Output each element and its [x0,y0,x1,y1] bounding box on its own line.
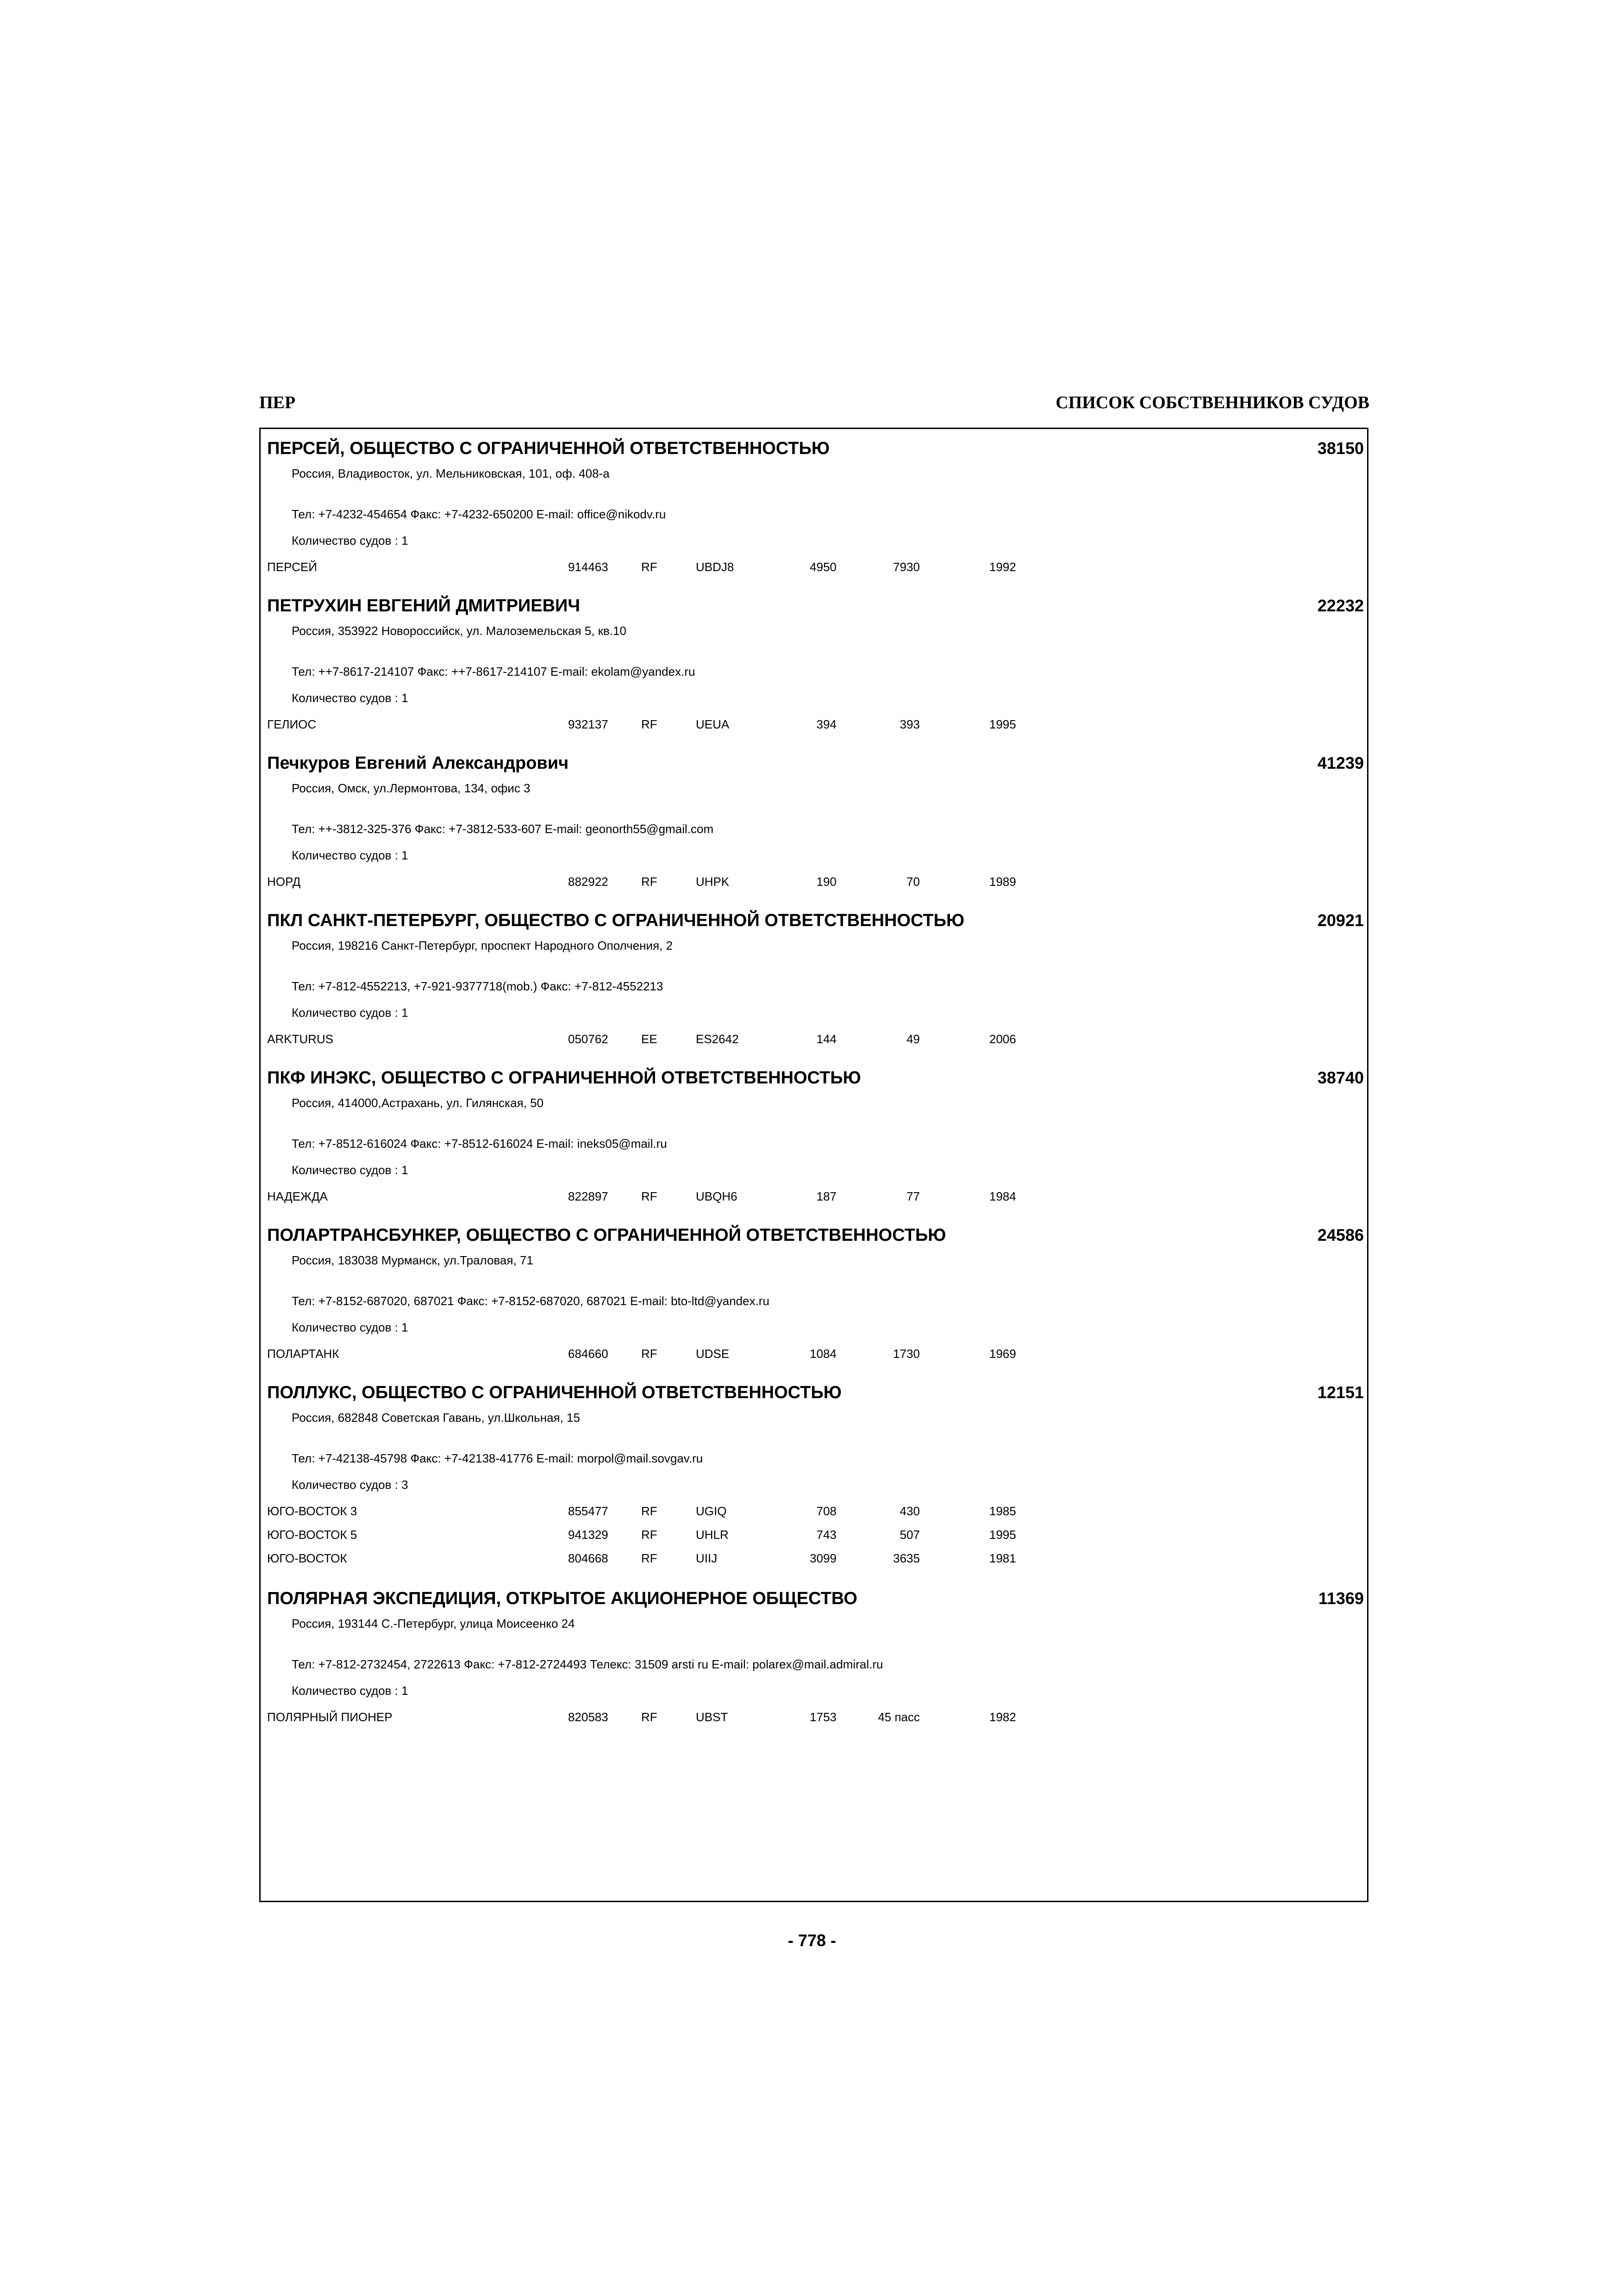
owner-address: Россия, Омск, ул.Лермонтова, 134, офис 3 [292,781,531,795]
vessel-deadweight: 70 [906,875,920,889]
vessel-row [267,560,1147,575]
vessel-callsign: UBDJ8 [696,560,734,574]
vessel-callsign: UGIQ [696,1504,727,1518]
owner-id: 22232 [1317,596,1364,615]
vessel-row [267,1528,1147,1543]
vessel-row [267,1032,1147,1047]
section-letters: ПЕР [259,393,296,412]
vessel-name: НАДЕЖДА [267,1189,328,1203]
owner-name: ПЕТРУХИН ЕВГЕНИЙ ДМИТРИЕВИЧ [267,596,581,616]
vessel-flag: RF [641,875,657,889]
vessel-flag: RF [641,1710,657,1724]
vessel-flag: EE [641,1032,657,1046]
vessel-callsign: UEUA [696,717,730,731]
vessel-row [267,1710,1147,1725]
vessel-deadweight: 393 [899,717,920,731]
owner-address: Россия, 193144 С.-Петербург, улица Моисеенко 24 [292,1617,575,1630]
vessel-name: ЮГО-ВОСТОК 3 [267,1504,357,1518]
vessel-callsign: UHLR [696,1528,729,1542]
vessel-row [267,1189,1147,1204]
running-head [259,392,1369,416]
vessel-number: 855477 [568,1504,608,1518]
vessel-name: ПОЛАРТАНК [267,1347,339,1361]
vessel-row [267,875,1147,890]
owner-name: ПКЛ САНКТ-ПЕТЕРБУРГ, ОБЩЕСТВО С ОГРАНИЧЕННОЙ ОТВЕТСТВЕННОСТЬЮ [267,911,965,930]
vessel-tonnage: 190 [816,875,837,889]
vessel-row [267,1504,1147,1519]
vessel-year: 1969 [989,1347,1016,1361]
owner-address: Россия, 414000,Астрахань, ул. Гилянская, 50 [292,1096,544,1110]
owner-contacts: Тел: +7-812-4552213, +7-921-9377718(mob.) Факс: +7-812-4552213 [292,979,663,993]
vessel-row [267,1347,1147,1362]
vessel-callsign: UBQH6 [696,1189,737,1203]
vessel-tonnage: 4950 [810,560,837,574]
vessel-tonnage: 394 [816,717,837,731]
vessel-number: 822897 [568,1189,608,1203]
vessel-row [267,1551,1147,1566]
vessel-count: Количество судов : 3 [292,1478,408,1492]
vessel-year: 2006 [989,1032,1016,1046]
vessel-flag: RF [641,1504,657,1518]
page-number: - 778 - [787,1931,837,1950]
vessel-name: НОРД [267,875,301,889]
owner-id: 24586 [1317,1226,1364,1244]
vessel-flag: RF [641,717,657,731]
vessel-flag: RF [641,1347,657,1361]
owner-id: 20921 [1317,911,1364,930]
owner-contacts: Тел: +7-812-2732454, 2722613 Факс: +7-812-2724493 Телекс: 31509 arsti ru E-mail: polarex@mail.admiral.ru [292,1657,883,1671]
vessel-row [267,717,1147,732]
vessel-count: Количество судов : 1 [292,1684,408,1698]
vessel-name: ЮГО-ВОСТОК [267,1551,347,1565]
vessel-number: 932137 [568,717,608,731]
vessel-deadweight: 507 [899,1528,920,1542]
vessel-callsign: UHPK [696,875,730,889]
vessel-flag: RF [641,1189,657,1203]
vessel-number: 914463 [568,560,608,574]
vessel-count: Количество судов : 1 [292,691,408,705]
listing-frame [259,428,1368,1902]
vessel-year: 1985 [989,1504,1016,1518]
owner-name: ПОЛЛУКС, ОБЩЕСТВО С ОГРАНИЧЕННОЙ ОТВЕТСТВЕННОСТЬЮ [267,1383,842,1402]
owner-contacts: Тел: +7-8512-616024 Факс: +7-8512-616024 E-mail: ineks05@mail.ru [292,1137,667,1151]
vessel-number: 804668 [568,1551,608,1565]
vessel-tonnage: 144 [816,1032,837,1046]
owner-address: Россия, 198216 Санкт-Петербург, проспект Народного Ополчения, 2 [292,939,673,952]
owner-contacts: Тел: +7-4232-454654 Факс: +7-4232-650200 E-mail: office@nikodv.ru [292,507,666,521]
vessel-deadweight: 45 пасс [878,1710,920,1724]
vessel-count: Количество судов : 1 [292,1006,408,1020]
vessel-deadweight: 77 [906,1189,920,1203]
vessel-count: Количество судов : 1 [292,1320,408,1334]
vessel-name: ГЕЛИОС [267,717,317,731]
vessel-tonnage: 1753 [810,1710,837,1724]
owner-name: ПОЛЯРНАЯ ЭКСПЕДИЦИЯ, ОТКРЫТОЕ АКЦИОНЕРНОЕ ОБЩЕСТВО [267,1589,857,1608]
owner-id: 12151 [1317,1383,1364,1402]
owner-id: 38740 [1317,1068,1364,1087]
vessel-flag: RF [641,560,657,574]
vessel-deadweight: 7930 [893,560,920,574]
vessel-name: ПЕРСЕЙ [267,560,317,574]
vessel-tonnage: 3099 [810,1551,837,1565]
owner-id: 41239 [1317,753,1364,772]
vessel-name: ПОЛЯРНЫЙ ПИОНЕР [267,1710,393,1724]
owner-address: Россия, 183038 Мурманск, ул.Траловая, 71 [292,1253,533,1267]
owner-address: Россия, 682848 Советская Гавань, ул.Школьная, 15 [292,1411,580,1425]
vessel-callsign: ES2642 [696,1032,739,1046]
vessel-number: 050762 [568,1032,608,1046]
vessel-year: 1982 [989,1710,1016,1724]
vessel-tonnage: 743 [816,1528,837,1542]
vessel-deadweight: 49 [906,1032,920,1046]
vessel-callsign: UDSE [696,1347,730,1361]
vessel-year: 1995 [989,1528,1016,1542]
vessel-count: Количество судов : 1 [292,534,408,548]
vessel-tonnage: 1084 [810,1347,837,1361]
vessel-year: 1989 [989,875,1016,889]
owner-name: ПЕРСЕЙ, ОБЩЕСТВО С ОГРАНИЧЕННОЙ ОТВЕТСТВЕННОСТЬЮ [267,439,830,458]
owner-contacts: Тел: +7-42138-45798 Факс: +7-42138-41776 E-mail: morpol@mail.sovgav.ru [292,1451,703,1465]
owner-name: Печкуров Евгений Александрович [267,753,569,773]
vessel-tonnage: 708 [816,1504,837,1518]
vessel-number: 820583 [568,1710,608,1724]
section-title: СПИСОК СОБСТВЕННИКОВ СУДОВ [1056,393,1369,412]
vessel-count: Количество судов : 1 [292,1163,408,1177]
vessel-callsign: UBST [696,1710,728,1724]
vessel-deadweight: 430 [899,1504,920,1518]
owner-contacts: Тел: ++-3812-325-376 Факс: +7-3812-533-607 E-mail: geonorth55@gmail.com [292,822,714,836]
vessel-year: 1984 [989,1189,1016,1203]
vessel-deadweight: 1730 [893,1347,920,1361]
vessel-deadweight: 3635 [893,1551,920,1565]
owner-id: 38150 [1317,439,1364,458]
vessel-tonnage: 187 [816,1189,837,1203]
owner-name: ПОЛАРТРАНСБУНКЕР, ОБЩЕСТВО С ОГРАНИЧЕННОЙ ОТВЕТСТВЕННОСТЬЮ [267,1226,946,1245]
vessel-number: 684660 [568,1347,608,1361]
owner-address: Россия, 353922 Новороссийск, ул. Малоземельская 5, кв.10 [292,624,627,638]
vessel-year: 1992 [989,560,1016,574]
vessel-callsign: UIIJ [696,1551,718,1565]
owner-name: ПКФ ИНЭКС, ОБЩЕСТВО С ОГРАНИЧЕННОЙ ОТВЕТСТВЕННОСТЬЮ [267,1068,861,1088]
vessel-flag: RF [641,1528,657,1542]
vessel-year: 1981 [989,1551,1016,1565]
vessel-number: 941329 [568,1528,608,1542]
vessel-number: 882922 [568,875,608,889]
owner-id: 11369 [1318,1589,1364,1608]
vessel-count: Количество судов : 1 [292,848,408,862]
owner-address: Россия, Владивосток, ул. Мельниковская, 101, оф. 408-а [292,467,610,480]
vessel-flag: RF [641,1551,657,1565]
vessel-year: 1995 [989,717,1016,731]
owner-contacts: Тел: ++7-8617-214107 Факс: ++7-8617-214107 E-mail: ekolam@yandex.ru [292,665,695,678]
vessel-name: ЮГО-ВОСТОК 5 [267,1528,357,1542]
owner-contacts: Тел: +7-8152-687020, 687021 Факс: +7-8152-687020, 687021 E-mail: bto-ltd@yandex.ru [292,1294,769,1308]
vessel-name: ARKTURUS [267,1032,334,1046]
